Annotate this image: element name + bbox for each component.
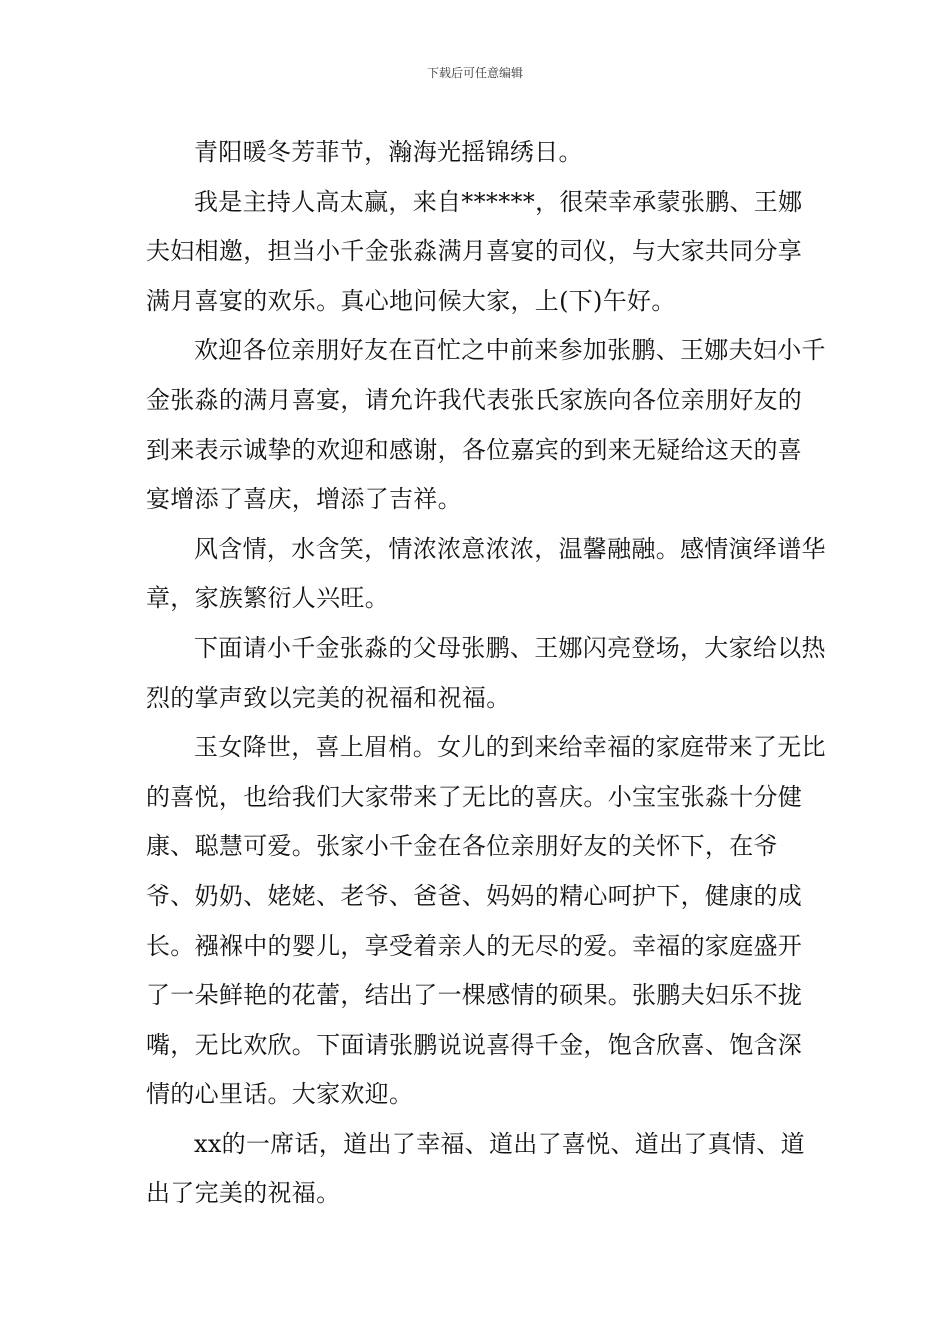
paragraph-5: 下面请小千金张淼的父母张鹏、王娜闪亮登场，大家给以热烈的掌声致以完美的祝福和祝福。 <box>146 633 826 712</box>
document-body <box>146 128 826 1219</box>
paragraph-2: 我是主持人高太赢，来自******，很荣幸承蒙张鹏、王娜夫妇相邀，担当小千金张淼满月喜宴的司仪，与大家共同分享满月喜宴的欢乐。真心地问候大家，上(下)午好。 <box>146 187 803 315</box>
paragraph-3: 欢迎各位亲朋好友在百忙之中前来参加张鹏、王娜夫妇小千金张淼的满月喜宴，请允许我代表张氏家族向各位亲朋好友的到来表示诚挚的欢迎和感谢，各位嘉宾的到来无疑给这天的喜宴增添了喜庆，增添了吉祥。 <box>146 336 826 514</box>
paragraph-6: 玉女降世，喜上眉梢。女儿的到来给幸福的家庭带来了无比的喜悦，也给我们大家带来了无比的喜庆。小宝宝张淼十分健康、聪慧可爱。张家小千金在各位亲朋好友的关怀下，在爷爷、奶奶、姥姥、老爷、爸爸、妈妈的精心呵护下，健康的成长。襁褓中的婴儿，享受着亲人的无尽的爱。幸福的家庭盛开了一朵鲜艳的花蕾，结出了一棵感情的硕果。张鹏夫妇乐不拢嘴，无比欢欣。下面请张鹏说说喜得千金，饱含欣喜、饱含深情的心里话。大家欢迎。 <box>146 733 826 1109</box>
page-header: 下载后可任意编辑 <box>426 66 523 80</box>
paragraph-4: 风含情，水含笑，情浓浓意浓浓，温馨融融。感情演绎谱华章，家族繁衍人兴旺。 <box>146 534 826 613</box>
paragraph-7: xx的一席话，道出了幸福、道出了喜悦、道出了真情、道出了完美的祝福。 <box>146 1129 805 1208</box>
paragraph-1: 青阳暖冬芳菲节，瀚海光摇锦绣日。 <box>194 138 583 166</box>
